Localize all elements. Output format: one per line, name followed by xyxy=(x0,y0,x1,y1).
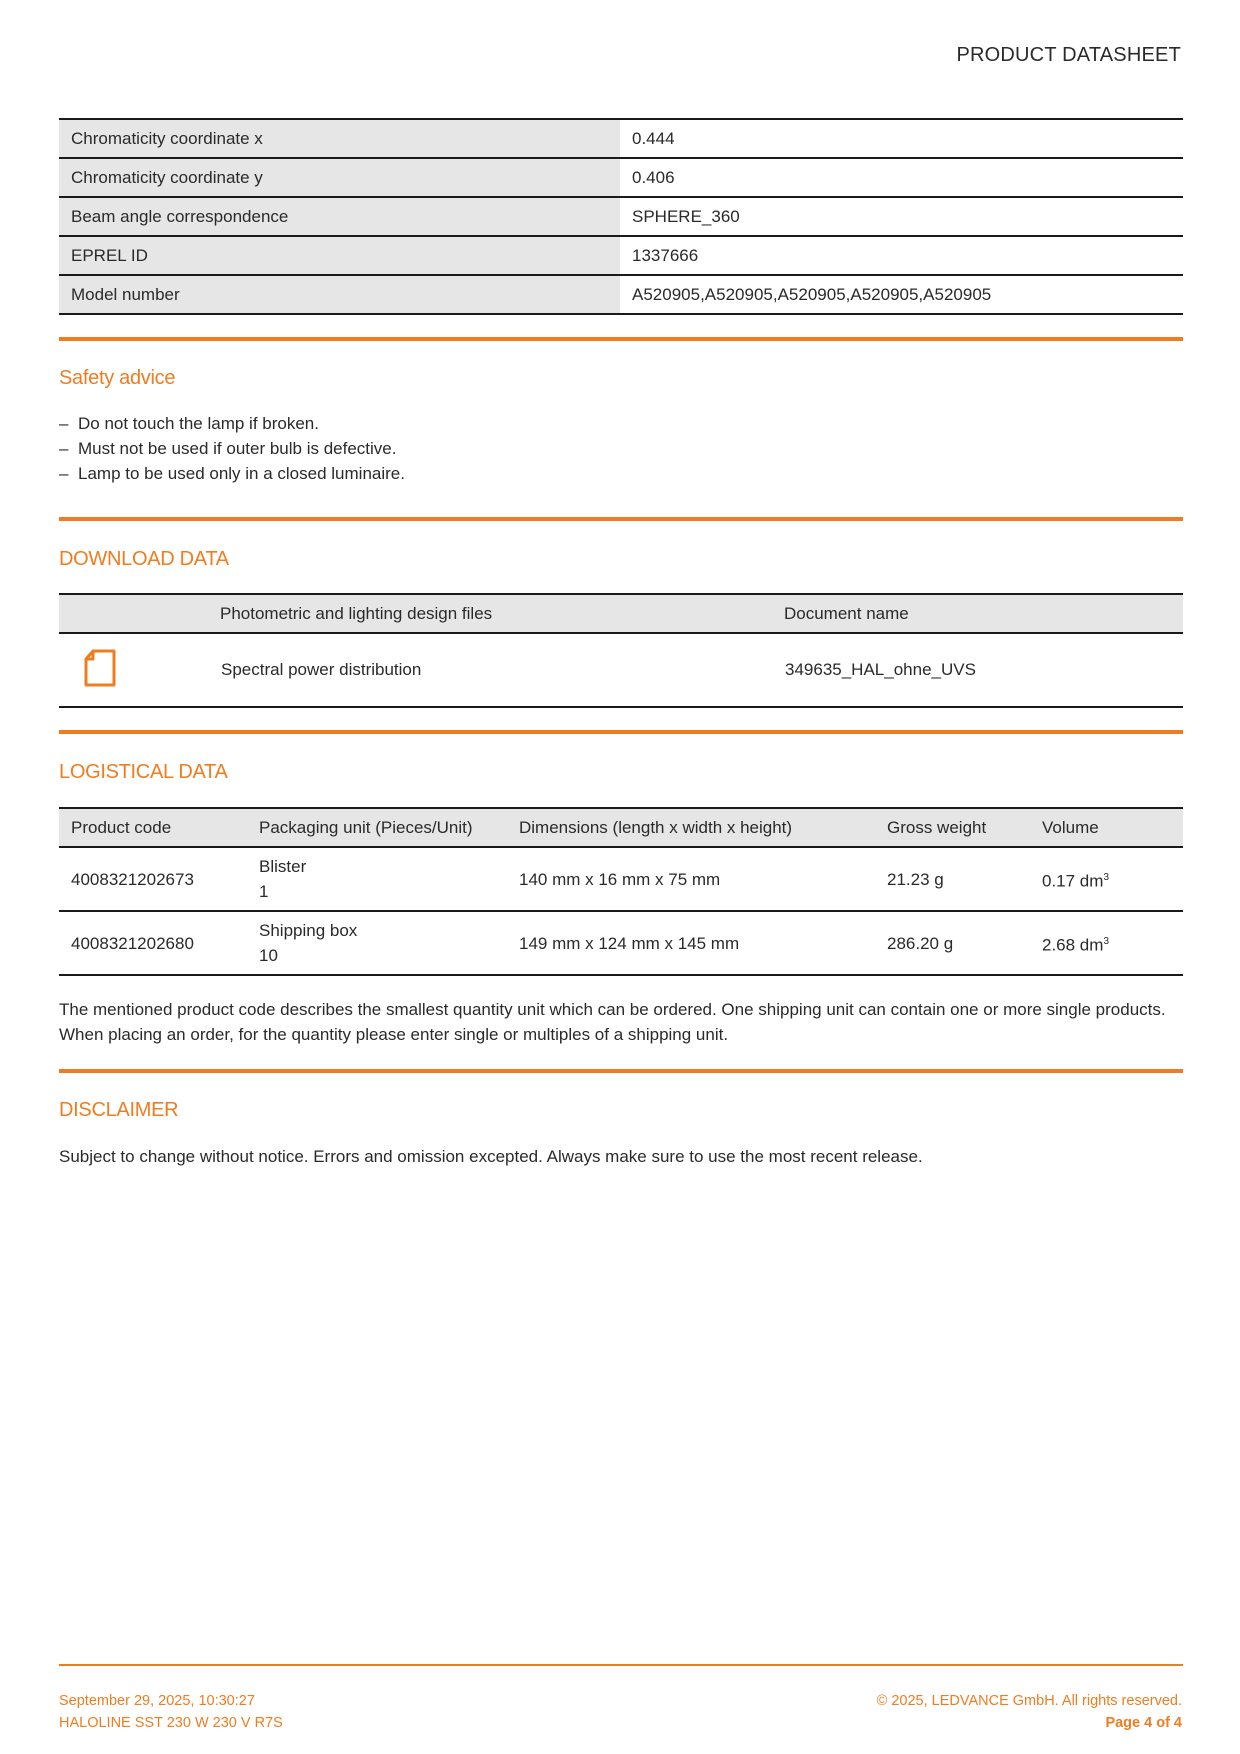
document-icon-cell xyxy=(59,633,220,707)
disclaimer-title: DISCLAIMER xyxy=(59,1099,179,1121)
logistics-note: The mentioned product code describes the smallest quantity unit which can be ordered. One shipping unit can contain one or more single products. When placing an order, for the quantity please enter single or multiples of a shipping unit. xyxy=(59,1000,1166,1044)
property-label: Chromaticity coordinate y xyxy=(59,158,620,197)
section-divider xyxy=(59,1069,1183,1073)
safety-advice-list xyxy=(59,411,1183,486)
footer-date: September 29, 2025, 10:30:27 xyxy=(59,1693,255,1709)
safety-advice-title: Safety advice xyxy=(59,367,176,389)
column-header: Document name xyxy=(784,594,1183,633)
table-row xyxy=(59,911,1183,975)
property-value: 0.444 xyxy=(620,119,1183,158)
footer-product: HALOLINE SST 230 W 230 V R7S xyxy=(59,1715,283,1731)
column-header: Gross weight xyxy=(875,808,1030,847)
table-header-row xyxy=(59,808,1183,847)
column-header: Product code xyxy=(59,808,247,847)
icon-column-header xyxy=(59,594,220,633)
dimensions: 140 mm x 16 mm x 75 mm xyxy=(507,847,875,911)
table-row xyxy=(59,275,1183,314)
footer-copyright: © 2025, LEDVANCE GmbH. All rights reserved. xyxy=(876,1693,1182,1709)
footer-right xyxy=(877,1690,1182,1734)
column-header: Volume xyxy=(1030,808,1183,847)
property-value: 1337666 xyxy=(620,236,1183,275)
product-code: 4008321202673 xyxy=(59,847,247,911)
properties-table xyxy=(59,118,1183,315)
page-number: Page 4 of 4 xyxy=(1105,1715,1182,1731)
table-row xyxy=(59,119,1183,158)
property-label: Model number xyxy=(59,275,620,314)
list-item: – Lamp to be used only in a closed luminaire. xyxy=(59,464,405,483)
packaging-unit: Blister 1 xyxy=(247,847,507,911)
packaging-unit: Shipping box 10 xyxy=(247,911,507,975)
gross-weight: 286.20 g xyxy=(875,911,1030,975)
gross-weight: 21.23 g xyxy=(875,847,1030,911)
property-label: EPREL ID xyxy=(59,236,620,275)
download-table xyxy=(59,593,1183,708)
property-value: A520905,A520905,A520905,A520905,A520905 xyxy=(620,275,1183,314)
section-divider xyxy=(59,337,1183,341)
volume: 2.68 $dm^3$ xyxy=(1030,911,1183,975)
product-code: 4008321202680 xyxy=(59,911,247,975)
footer-divider xyxy=(59,1664,1183,1666)
datasheet-content xyxy=(59,118,1183,1169)
property-value: 0.406 xyxy=(620,158,1183,197)
column-header: Dimensions (length x width x height) xyxy=(507,808,875,847)
table-row xyxy=(59,197,1183,236)
section-divider xyxy=(59,517,1183,521)
download-data-title: DOWNLOAD DATA xyxy=(59,548,229,570)
file-name[interactable]: Spectral power distribution xyxy=(220,633,784,707)
property-value: SPHERE_360 xyxy=(620,197,1183,236)
disclaimer-text: Subject to change without notice. Errors and omission excepted. Always make sure to use the most recent release. xyxy=(59,1147,923,1166)
table-row xyxy=(59,236,1183,275)
volume: 0.17 $dm^3$ xyxy=(1030,847,1183,911)
document-icon[interactable] xyxy=(83,649,117,687)
footer-left xyxy=(59,1690,283,1734)
property-label: Beam angle correspondence xyxy=(59,197,620,236)
column-header: Packaging unit (Pieces/Unit) xyxy=(247,808,507,847)
table-row[interactable] xyxy=(59,633,1183,707)
table-row xyxy=(59,158,1183,197)
document-name[interactable]: 349635_HAL_ohne_UVS xyxy=(784,633,1183,707)
logistical-data-title: LOGISTICAL DATA xyxy=(59,761,228,783)
table-header-row xyxy=(59,594,1183,633)
page-header-title: PRODUCT DATASHEET xyxy=(956,44,1181,66)
list-item: – Must not be used if outer bulb is defective. xyxy=(59,439,397,458)
property-label: Chromaticity coordinate x xyxy=(59,119,620,158)
logistics-table xyxy=(59,807,1183,976)
table-row xyxy=(59,847,1183,911)
section-divider xyxy=(59,730,1183,734)
column-header: Photometric and lighting design files xyxy=(220,594,784,633)
dimensions: 149 mm x 124 mm x 145 mm xyxy=(507,911,875,975)
list-item: – Do not touch the lamp if broken. xyxy=(59,414,319,433)
